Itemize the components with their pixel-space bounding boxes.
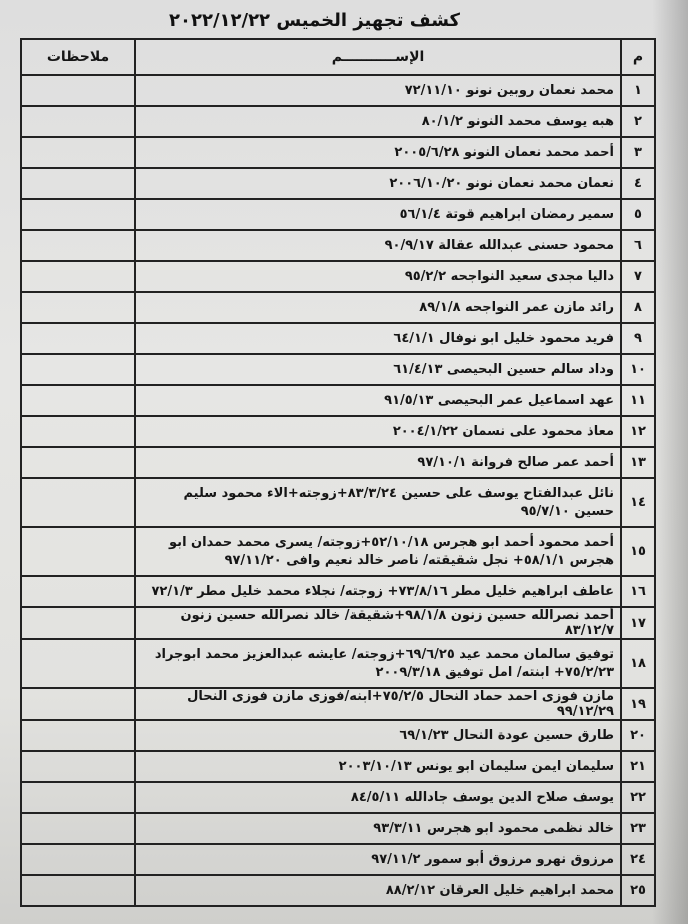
table-row [21,844,655,875]
row-notes [21,720,135,751]
row-notes [21,261,135,292]
row-number: ٩ [621,323,655,354]
row-name: عاطف ابراهيم خليل مطر ٧٣/٨/١٦+ زوجته/ نجلاء محمد خليل مطر ٧٢/١/٣ [135,576,621,607]
table-row [21,199,655,230]
row-name: محمد ابراهيم خليل العرقان ٨٨/٢/١٢ [135,875,621,906]
table-row [21,478,655,527]
row-name: معاذ محمود على نسمان ٢٠٠٤/١/٢٢ [135,416,621,447]
row-number: ٢١ [621,751,655,782]
table-row [21,292,655,323]
row-name: أحمد عمر صالح فروانة ٩٧/١٠/١ [135,447,621,478]
row-notes [21,323,135,354]
row-number: ٣ [621,137,655,168]
table-row [21,416,655,447]
table-row [21,230,655,261]
row-number: ٧ [621,261,655,292]
row-number: ١١ [621,385,655,416]
row-notes [21,639,135,688]
row-name: عهد اسماعيل عمر البحيصى ٩١/٥/١٣ [135,385,621,416]
row-notes [21,230,135,261]
table-row [21,261,655,292]
row-number: ٢٠ [621,720,655,751]
row-number: ١ [621,75,655,106]
row-notes [21,168,135,199]
row-notes [21,782,135,813]
row-number: ١٨ [621,639,655,688]
row-number: ٦ [621,230,655,261]
table-row [21,385,655,416]
row-notes [21,576,135,607]
row-name: محمد نعمان روبين نونو ٧٢/١١/١٠ [135,75,621,106]
row-name: مرزوق نهرو مرزوق أبو سمور ٩٧/١١/٢ [135,844,621,875]
row-number: ١٥ [621,527,655,576]
row-number: ١٠ [621,354,655,385]
row-notes [21,688,135,720]
header-number: م [621,39,655,75]
row-name: محمود حسنى عبدالله عقالة ٩٠/٩/١٧ [135,230,621,261]
row-name: رائد مازن عمر النواجحه ٨٩/١/٨ [135,292,621,323]
row-name: نعمان محمد نعمان نونو ٢٠٠٦/١٠/٢٠ [135,168,621,199]
row-number: ٢ [621,106,655,137]
table-row [21,106,655,137]
row-number: ٢٢ [621,782,655,813]
row-notes [21,292,135,323]
row-number: ٢٥ [621,875,655,906]
table-header-row [21,39,655,75]
table-body [21,75,655,906]
page-title: كشف تجهيز الخميس ٢٠٢٢/١٢/٢٢ [169,10,460,31]
row-notes [21,478,135,527]
row-number: ١٤ [621,478,655,527]
table-row [21,447,655,478]
table-row [21,75,655,106]
row-notes [21,813,135,844]
row-name: نائل عبدالفتاح يوسف على حسين ٨٣/٣/٢٤+زوجته+الاء محمود سليم حسين ٩٥/٧/١٠ [135,478,621,527]
table-row [21,751,655,782]
row-notes [21,106,135,137]
table-row [21,576,655,607]
row-number: ١٩ [621,688,655,720]
row-name: يوسف صلاح الدين يوسف جادالله ٨٤/٥/١١ [135,782,621,813]
table-row [21,137,655,168]
table-row [21,875,655,906]
row-name: هبه يوسف محمد النونو ٨٠/١/٢ [135,106,621,137]
row-notes [21,416,135,447]
table-row [21,639,655,688]
row-number: ٨ [621,292,655,323]
row-notes [21,447,135,478]
page-shadow [652,0,688,924]
header-name: الإســـــــــــم [135,39,621,75]
row-name: أحمد محمد نعمان النونو ٢٠٠٥/٦/٢٨ [135,137,621,168]
row-number: ١٦ [621,576,655,607]
row-name: سليمان ايمن سليمان ابو يونس ٢٠٠٣/١٠/١٣ [135,751,621,782]
roster-table [20,38,656,907]
row-name: أحمد نصرالله حسين زنون ٩٨/١/٨+شقيقة/ خالد نصرالله حسين زنون ٨٣/١٢/٧ [135,607,621,639]
row-number: ١٢ [621,416,655,447]
table-row [21,527,655,576]
row-notes [21,385,135,416]
table-row [21,813,655,844]
row-number: ١٣ [621,447,655,478]
row-notes [21,607,135,639]
table-row [21,688,655,720]
row-number: ٢٤ [621,844,655,875]
table-row [21,354,655,385]
table-row [21,720,655,751]
row-name: داليا مجدى سعيد النواجحه ٩٥/٢/٢ [135,261,621,292]
row-number: ٢٣ [621,813,655,844]
row-number: ٥ [621,199,655,230]
table-row [21,607,655,639]
table-row [21,782,655,813]
row-number: ١٧ [621,607,655,639]
row-notes [21,844,135,875]
table-row [21,168,655,199]
row-name: خالد نظمى محمود ابو هجرس ٩٣/٣/١١ [135,813,621,844]
row-notes [21,875,135,906]
header-notes: ملاحظات [21,39,135,75]
row-name: مازن فوزى احمد حماد النحال ٧٥/٢/٥+ابنه/فوزى مازن فوزى النحال ٩٩/١٢/٢٩ [135,688,621,720]
row-name: توفيق سالمان محمد عيد ٦٩/٦/٢٥+زوجته/ عايشه عبدالعزيز محمد ابوجراد ٧٥/٢/٢٣+ ابنته/ امل توفيق ٢٠٠٩/٣/١٨ [135,639,621,688]
row-notes [21,75,135,106]
row-name: وداد سالم حسين البحيصى ٦١/٤/١٣ [135,354,621,385]
table-row [21,323,655,354]
row-notes [21,137,135,168]
row-notes [21,354,135,385]
row-notes [21,527,135,576]
row-name: فريد محمود خليل ابو نوفال ٦٤/١/١ [135,323,621,354]
row-name: أحمد محمود أحمد ابو هجرس ٥٢/١٠/١٨+زوجته/ يسرى محمد حمدان ابو هجرس ٥٨/١/١+ نجل شقيقته/ ناصر خالد نعيم وافى ٩٧/١١/٢٠ [135,527,621,576]
row-notes [21,751,135,782]
row-name: سمير رمضان ابراهيم قوتة ٥٦/١/٤ [135,199,621,230]
row-notes [21,199,135,230]
row-number: ٤ [621,168,655,199]
row-name: طارق حسين عودة النحال ٦٩/١/٢٣ [135,720,621,751]
